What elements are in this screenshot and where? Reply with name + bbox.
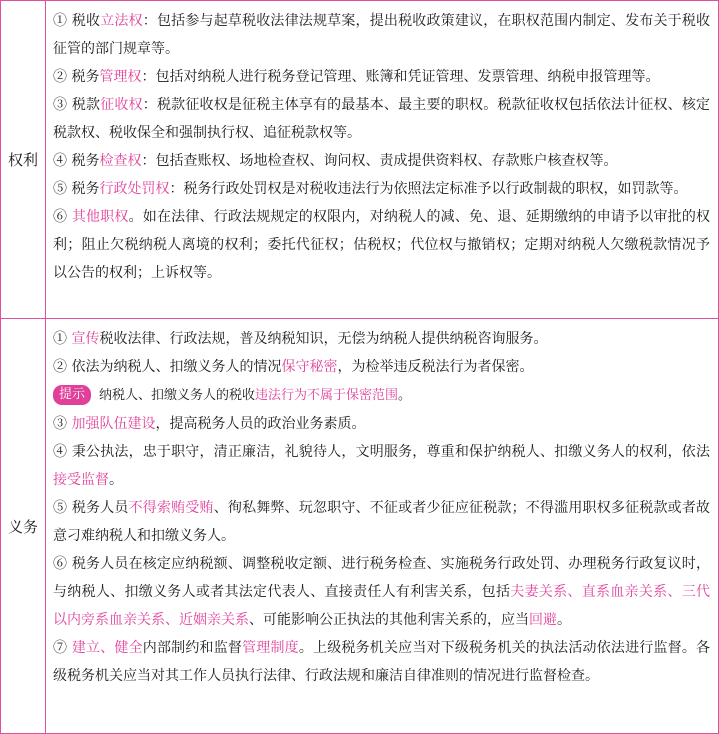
duties-item-4: ④ 秉公执法，忠于职守，清正廉洁，礼貌待人，文明服务，尊重和保护纳税人、扣缴义务人的权利，依法接受监督。 xyxy=(53,444,710,488)
rights-item-5: ⑤ 税务行政处罚权：税务行政处罚权是对税收违法行为依照法定标准予以行政制裁的职权，如罚款等。 xyxy=(53,181,688,197)
tip-note: 提示 纳税人、扣缴义务人的税收违法行为不属于保密范围。 xyxy=(53,381,710,410)
duties-item-1: ① 宣传税收法律、行政法规，普及纳税知识，无偿为纳税人提供纳税咨询服务。 xyxy=(53,331,548,347)
duties-item-5: ⑤ 税务人员不得索贿受贿、徇私舞弊、玩忽职守、不征或者少征应征税款；不得滥用职权多征税款或者故意刁难纳税人和扣缴义务人。 xyxy=(53,500,711,544)
rights-item-6: ⑥ 其他职权。如在法律、行政法规规定的权限内，对纳税人的减、免、退、延期缴纳的申请予以审批的权利；阻止欠税纳税人离境的权利；委托代征权；估税权；代位权与撤销权；定期对纳税人欠缴税款情况予以公告的权利；上诉权等。 xyxy=(53,209,711,281)
rights-item-4: ④ 税务检查权：包括查账权、场地检查权、询问权、责成提供资料权、存款账户核查权等。 xyxy=(53,153,618,169)
rights-label: 权利 xyxy=(1,1,46,318)
rights-item-2: ② 税务管理权：包括对纳税人进行税务登记管理、账簿和凭证管理、发票管理、纳税申报管理等。 xyxy=(53,69,660,85)
duties-item-3: ③ 加强队伍建设，提高税务人员的政治业务素质。 xyxy=(53,416,366,432)
rights-item-3: ③ 税款征收权：税款征收权是征税主体享有的最基本、最主要的职权。税款征收权包括依法计征权、核定税款权、税收保全和强制执行权、追征税款权等。 xyxy=(53,97,711,141)
duties-content xyxy=(53,325,710,690)
duties-item-6: ⑥ 税务人员在核定应纳税额、调整税收定额、进行税务检查、实施税务行政处罚、办理税务行政复议时，与纳税人、扣缴义务人或者其法定代表人、直接责任人有利害关系，包括夫妻关系、直系血亲关系、三代以内旁系血亲关系、近姻亲关系、可能影响公正执法的其他利害关系的，应当回避。 xyxy=(53,556,711,628)
duties-item-7: ⑦ 建立、健全内部制约和监督管理制度。上级税务机关应当对下级税务机关的执法活动依法进行监督。各级税务机关应当对其工作人员执行法律、行政法规和廉洁自律准则的情况进行监督检查。 xyxy=(53,640,711,684)
rights-content xyxy=(53,7,710,287)
duties-item-2: ② 依法为纳税人、扣缴义务人的情况保守秘密，为检举违反税法行为者保密。 xyxy=(53,359,534,375)
duties-label: 义务 xyxy=(1,319,46,733)
rights-row xyxy=(1,1,718,318)
tip-badge: 提示 xyxy=(53,385,91,405)
duties-row xyxy=(1,318,718,733)
rights-item-1: ① 税收立法权：包括参与起草税收法律法规草案，提出税收政策建议，在职权范围内制定、发布关于税收征管的部门规章等。 xyxy=(53,13,711,57)
